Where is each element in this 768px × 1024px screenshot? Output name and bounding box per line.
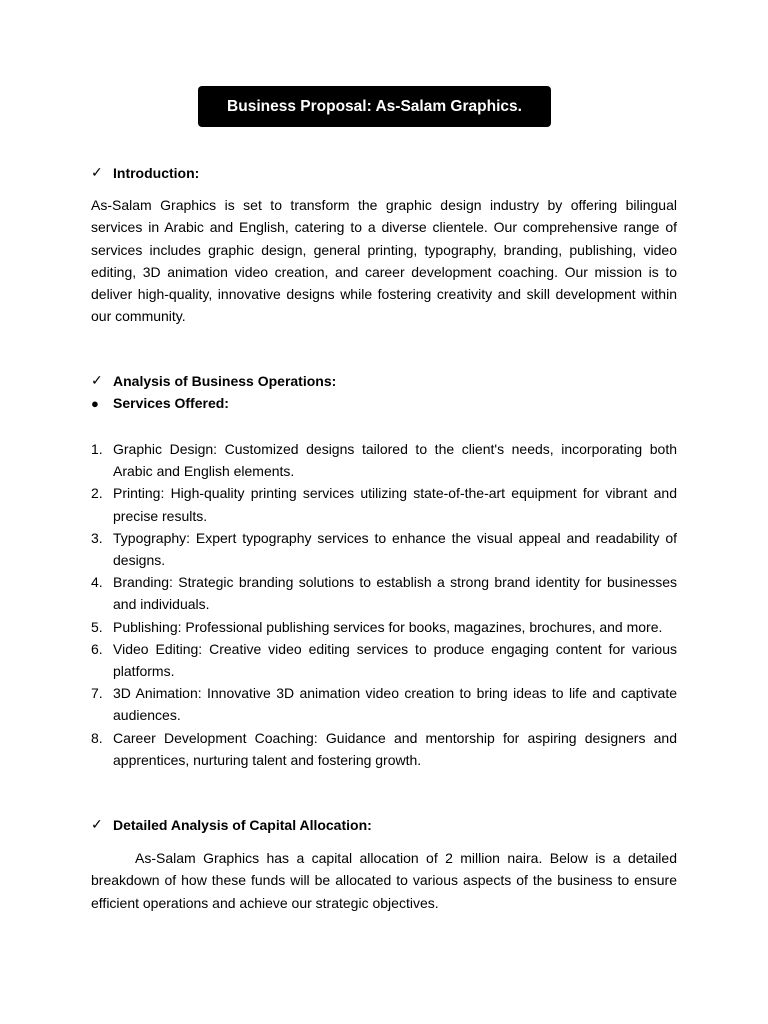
services-list bbox=[91, 438, 677, 771]
bullet-icon: ● bbox=[91, 395, 99, 411]
list-item bbox=[91, 482, 677, 526]
list-item-number: 5. bbox=[91, 618, 103, 635]
services-offered-heading bbox=[91, 395, 229, 411]
list-item bbox=[91, 638, 677, 682]
list-item bbox=[91, 727, 677, 771]
title-banner bbox=[198, 86, 551, 127]
list-item bbox=[91, 616, 677, 638]
list-item-text: Typography: Expert typography services to enhance the visual appeal and readability of designs. bbox=[113, 529, 677, 569]
list-item-number: 3. bbox=[91, 529, 103, 546]
list-item-number: 4. bbox=[91, 574, 103, 591]
list-item-text: Branding: Strategic branding solutions to establish a strong brand identity for businesses and individuals. bbox=[113, 574, 677, 613]
checkmark-icon: ✓ bbox=[91, 372, 103, 388]
list-item-number: 6. bbox=[91, 640, 103, 657]
list-item-text: Publishing: Professional publishing services for books, magazines, brochures, and more. bbox=[113, 618, 663, 635]
checkmark-icon: ✓ bbox=[91, 164, 103, 180]
introduction-heading-text: Introduction: bbox=[113, 164, 200, 181]
operations-heading bbox=[91, 372, 336, 389]
list-item-text: 3D Animation: Innovative 3D animation video creation to bring ideas to life and captivate audiences. bbox=[113, 685, 677, 724]
page-title: Business Proposal: As-Salam Graphics. bbox=[227, 97, 522, 115]
list-item-number: 1. bbox=[91, 441, 103, 457]
capital-heading bbox=[91, 816, 372, 833]
list-item-text: Graphic Design: Customized designs tailored to the client's needs, incorporating both Arabic and English elements. bbox=[113, 441, 677, 480]
list-item bbox=[91, 571, 677, 615]
list-item-number: 2. bbox=[91, 485, 103, 502]
list-item bbox=[91, 527, 677, 571]
list-item-text: Career Development Coaching: Guidance and mentorship for aspiring designers and apprentices, nurturing talent and fostering growth. bbox=[113, 729, 677, 768]
list-item bbox=[91, 438, 677, 482]
list-item-number: 8. bbox=[91, 729, 103, 746]
capital-paragraph: As-Salam Graphics has a capital allocation of 2 million naira. Below is a detailed breakdown of how these funds will be allocated to various aspects of the business to ensure efficient operations and achieve our strategic objectives. bbox=[91, 850, 677, 911]
operations-heading-text: Analysis of Business Operations: bbox=[113, 372, 337, 389]
services-offered-heading-text: Services Offered: bbox=[113, 395, 229, 411]
checkmark-icon: ✓ bbox=[91, 816, 103, 832]
capital-heading-text: Detailed Analysis of Capital Allocation: bbox=[113, 816, 372, 833]
list-item-text: Video Editing: Creative video editing services to produce engaging content for various platforms. bbox=[113, 640, 677, 680]
introduction-heading bbox=[91, 164, 199, 181]
introduction-paragraph: As-Salam Graphics is set to transform the graphic design industry by offering bilingual services in Arabic and English, catering to a diverse clientele. Our comprehensive range of services includes graphic design, general printing, typography, branding, publishing, video editing, 3D animation video creation, and career development coaching. Our mission is to deliver high-quality, innovative designs while fostering creativity and skill development within our community. bbox=[91, 197, 677, 325]
list-item-text: Printing: High-quality printing services utilizing state-of-the-art equipment for vibrant and precise results. bbox=[113, 485, 677, 524]
list-item-number: 7. bbox=[91, 685, 103, 702]
list-item bbox=[91, 682, 677, 726]
